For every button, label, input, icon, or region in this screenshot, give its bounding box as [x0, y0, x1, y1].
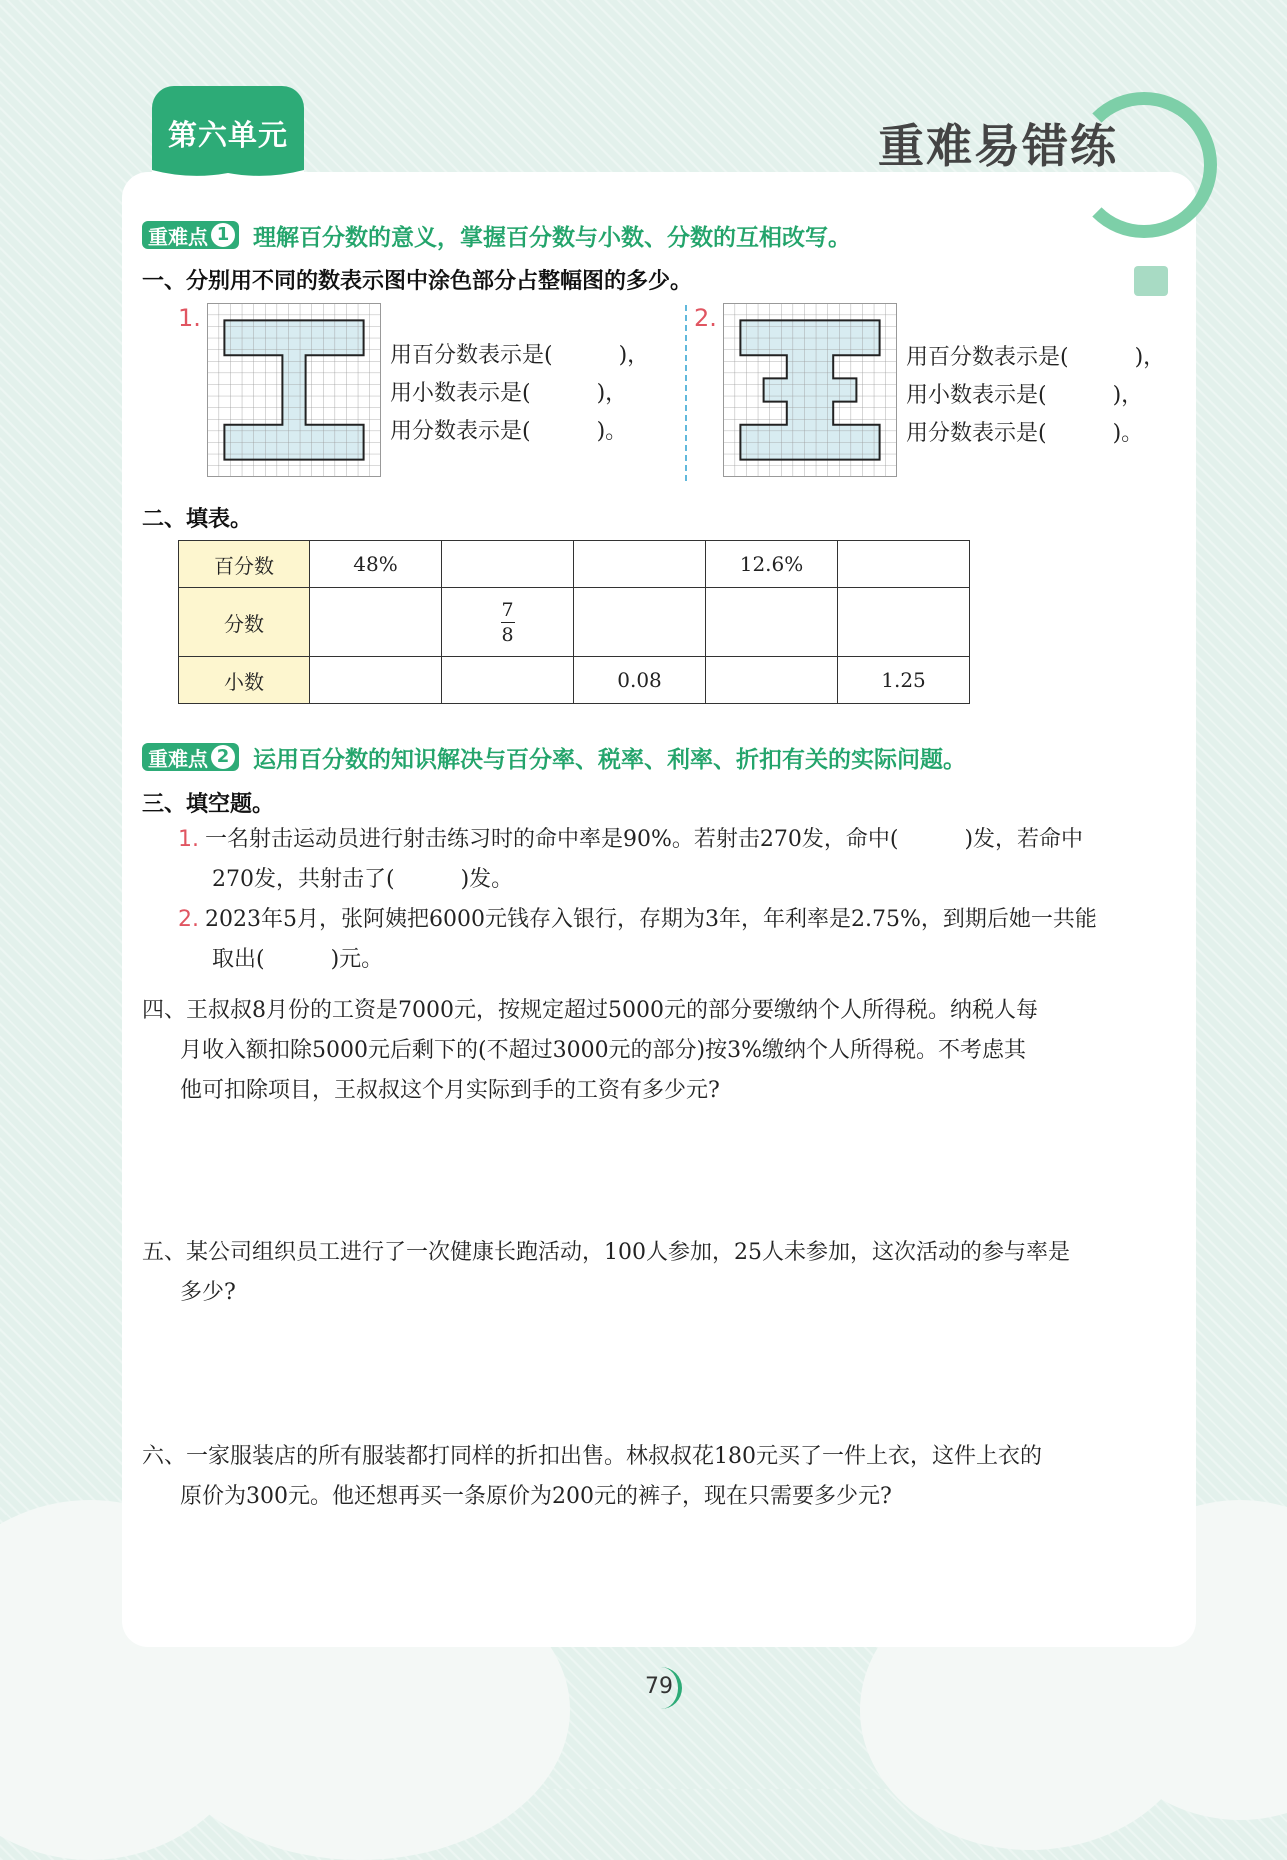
key-point-text: 运用百分数的知识解决与百分率、税率、利率、折扣有关的实际问题。 [253, 746, 966, 773]
question-text: 2023年5月，张阿姨把6000元钱存入银行，存期为3年，年利率是2.75%，到期后她一共能 [205, 907, 1097, 932]
conversion-table [178, 540, 970, 704]
question-text: 一名射击运动员进行射击练习时的命中率是90%。若射击270发，命中( )发，若命中 [205, 827, 1084, 852]
page-title: 重难易错练 [878, 119, 1118, 173]
figure-2-answers [906, 339, 1165, 453]
section-1-heading: 一、分别用不同的数表示图中涂色部分占整幅图的多少。 [142, 269, 693, 294]
balloon-basket-icon [1134, 266, 1168, 296]
answer-line: 用分数表示是( )。 [390, 419, 628, 444]
question-5-line: 五、某公司组织员工进行了一次健康长跑活动，100人参加，25人未参加，这次活动的参与率是 [142, 1240, 1070, 1265]
badge-label: 重难点 [148, 746, 208, 771]
grid-figure-1 [207, 303, 381, 477]
unit-tab [152, 86, 304, 178]
key-point-badge [142, 221, 239, 249]
table-cell[interactable]: 0.08 [574, 657, 706, 704]
section-3-heading: 三、填空题。 [142, 792, 275, 817]
section-2-heading: 二、填表。 [142, 507, 253, 532]
key-point-2 [142, 740, 966, 774]
question-4-line: 他可扣除项目，王叔叔这个月实际到手的工资有多少元? [180, 1078, 720, 1103]
question-6-line: 六、一家服装店的所有服装都打同样的折扣出售。林叔叔花180元买了一件上衣，这件上衣的 [142, 1444, 1042, 1469]
row-header: 分数 [179, 588, 310, 657]
unit-label: 第六单元 [167, 118, 288, 152]
denominator: 8 [501, 623, 514, 646]
answer-line: 用小数表示是( )， [390, 381, 628, 406]
table-cell[interactable] [574, 588, 706, 657]
question-4-line: 四、王叔叔8月份的工资是7000元，按规定超过5000元的部分要缴纳个人所得税。纳税人每 [142, 998, 1038, 1023]
question-4-line: 月收入额扣除5000元后剩下的(不超过3000元的部分)按3%缴纳个人所得税。不考虑其 [180, 1038, 1027, 1063]
book-icon [152, 170, 304, 180]
fraction-bar [501, 622, 515, 623]
table-cell[interactable] [310, 657, 442, 704]
answer-line: 用百分数表示是( )， [906, 345, 1166, 370]
table-row [179, 657, 970, 704]
numerator: 7 [501, 598, 514, 621]
table-cell[interactable] [838, 588, 970, 657]
table-row [179, 588, 970, 657]
answer-line: 用分数表示是( )。 [906, 421, 1144, 446]
key-point-badge [142, 743, 239, 771]
question-3-2 [178, 900, 1097, 940]
figure-1-number: 1. [178, 304, 201, 332]
table-cell[interactable] [442, 588, 574, 657]
table-cell[interactable] [442, 657, 574, 704]
badge-label: 重难点 [148, 224, 208, 249]
table-cell[interactable]: 1.25 [838, 657, 970, 704]
table-cell[interactable]: 48% [310, 541, 442, 588]
row-header: 百分数 [179, 541, 310, 588]
answer-line: 用百分数表示是( )， [390, 343, 650, 368]
row-header: 小数 [179, 657, 310, 704]
badge-number: 1 [211, 223, 235, 247]
table-cell[interactable] [706, 588, 838, 657]
table-cell[interactable] [310, 588, 442, 657]
figure-1-answers [390, 337, 649, 451]
grid-figure-2 [723, 303, 897, 477]
question-3-2-cont: 取出( )元。 [212, 947, 384, 972]
table-cell[interactable] [442, 541, 574, 588]
fraction [501, 599, 515, 646]
badge-number: 2 [211, 745, 235, 769]
table-row [179, 541, 970, 588]
page-number: 79 [640, 1667, 682, 1709]
table-cell[interactable]: 12.6% [706, 541, 838, 588]
key-point-1 [142, 218, 851, 252]
answer-line: 用小数表示是( )， [906, 383, 1144, 408]
figure-divider [685, 305, 687, 481]
question-3-1 [178, 820, 1083, 860]
key-point-text: 理解百分数的意义，掌握百分数与小数、分数的互相改写。 [253, 224, 851, 251]
question-3-1-cont: 270发，共射击了( )发。 [212, 867, 514, 892]
table-cell[interactable] [574, 541, 706, 588]
question-number: 1. [178, 827, 199, 852]
question-number: 2. [178, 907, 199, 932]
question-6-line: 原价为300元。他还想再买一条原价为200元的裤子，现在只需要多少元? [180, 1484, 892, 1509]
figure-2-number: 2. [694, 304, 717, 332]
table-cell[interactable] [706, 657, 838, 704]
table-cell[interactable] [838, 541, 970, 588]
question-5-line: 多少? [180, 1280, 236, 1305]
